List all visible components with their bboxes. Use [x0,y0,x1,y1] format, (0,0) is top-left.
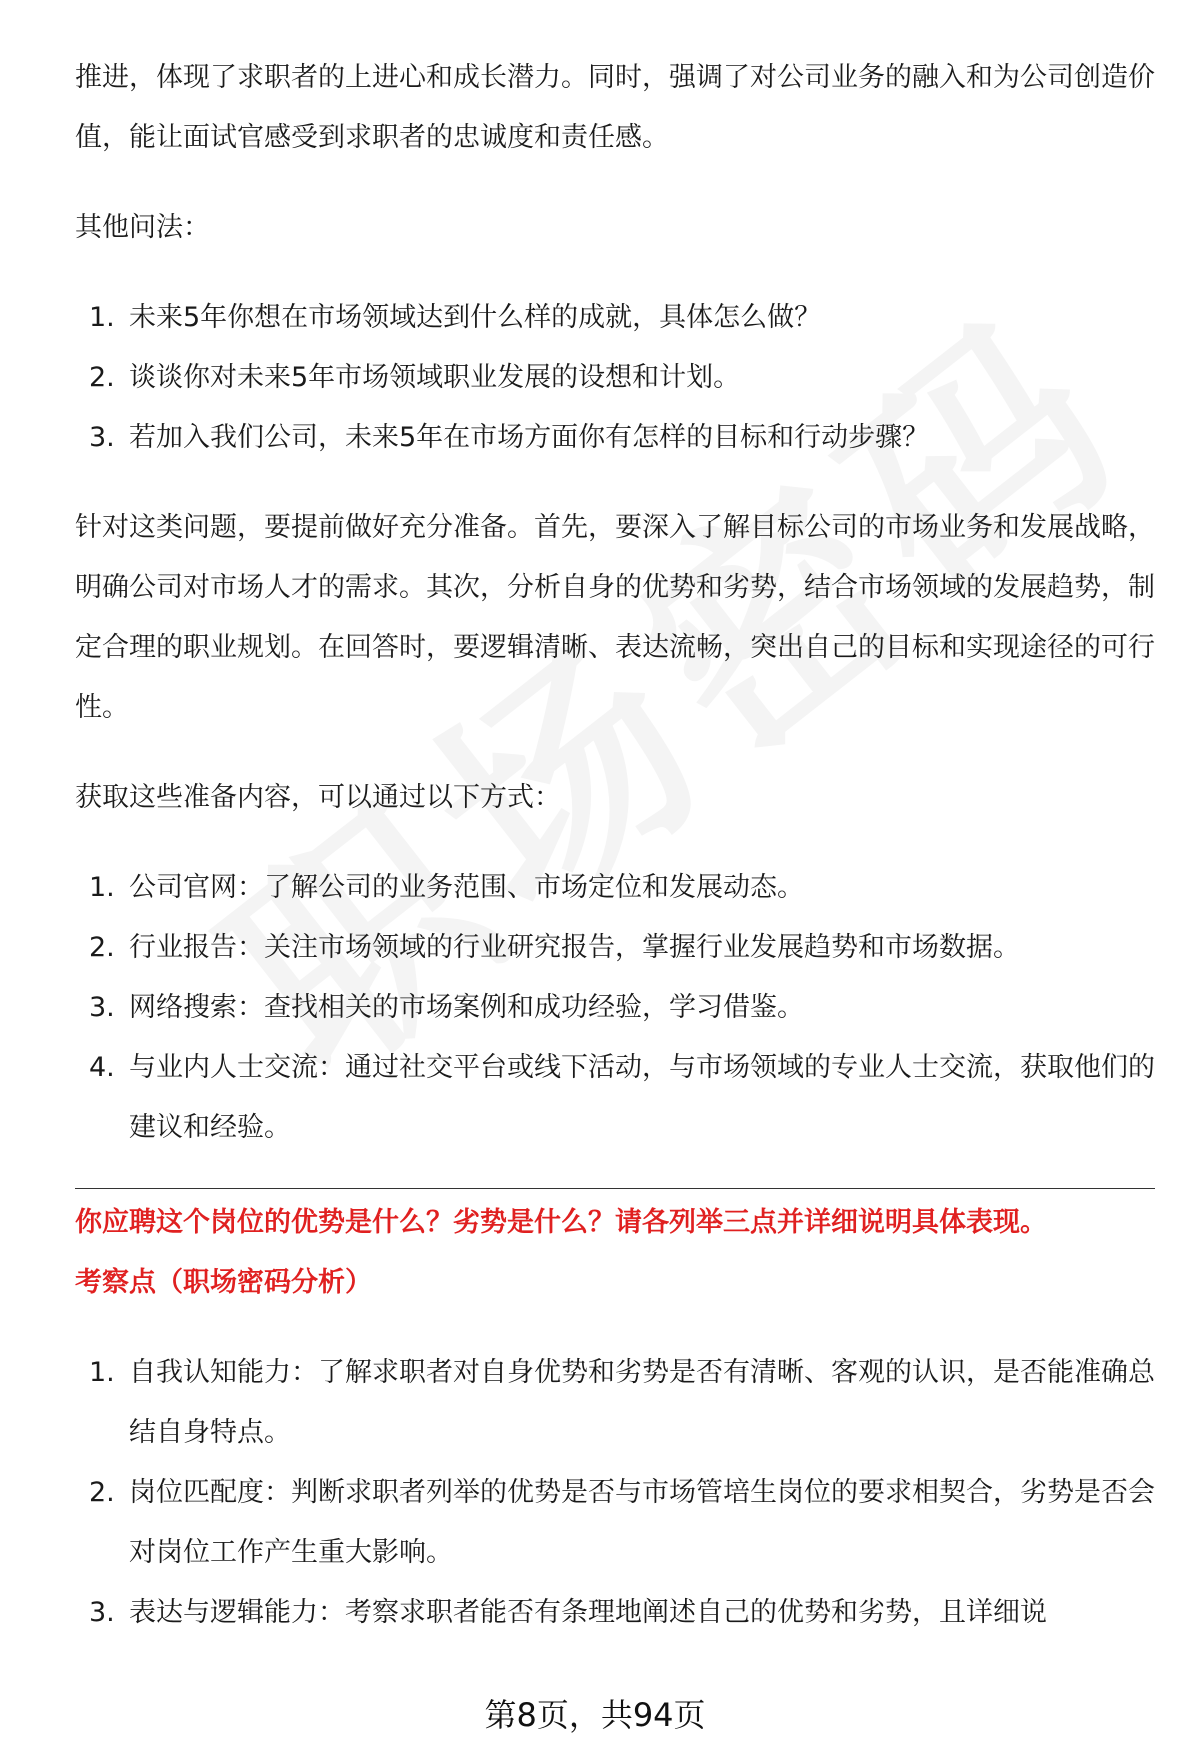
list-text: 公司官网：了解公司的业务范围、市场定位和发展动态。 [129,872,804,903]
list-text: 谈谈你对未来5年市场领域职业发展的设想和计划。 [129,362,741,393]
list-text: 网络搜索：查找相关的市场案例和成功经验，学习借鉴。 [129,992,804,1023]
list-text: 行业报告：关注市场领域的行业研究报告，掌握行业发展趋势和市场数据。 [129,932,1020,963]
list-number: 3. [89,422,115,453]
list-text: 表达与逻辑能力：考察求职者能否有条理地阐述自己的优势和劣势，且详细说 [129,1597,1047,1628]
paragraph-intro: 推进，体现了求职者的上进心和成长潜力。同时，强调了对公司业务的融入和为公司创造价值，能让面试官感受到求职者的忠诚度和责任感。 [75,62,1155,153]
exam-points-list [75,1343,1155,1643]
list-number: 2. [89,932,115,963]
list-item [75,348,1155,408]
other-questions-heading: 其他问法： [75,212,210,243]
paragraph-advice: 针对这类问题，要提前做好充分准备。首先，要深入了解目标公司的市场业务和发展战略，明确公司对市场人才的需求。其次，分析自身的优势和劣势，结合市场领域的发展趋势，制定合理的职业规划。在回答时，要逻辑清晰、表达流畅，突出自己的目标和实现途径的可行性。 [75,512,1155,723]
list-item [75,408,1155,468]
list-item [75,1583,1155,1643]
question-heading: 你应聘这个岗位的优势是什么？劣势是什么？请各列举三点并详细说明具体表现。 [75,1207,1047,1238]
section-divider [75,1188,1155,1189]
list-item [75,918,1155,978]
list-text: 未来5年你想在市场领域达到什么样的成就，具体怎么做？ [129,302,822,333]
list-number: 1. [89,302,115,333]
list-item [75,288,1155,348]
other-questions-list [75,288,1155,468]
list-item [75,1038,1155,1158]
list-number: 3. [89,992,115,1023]
list-number: 3. [89,1597,115,1628]
list-item [75,1343,1155,1463]
list-text: 自我认知能力：了解求职者对自身优势和劣势是否有清晰、客观的认识，是否能准确总结自身特点。 [129,1357,1155,1448]
prep-list [75,858,1155,1158]
list-item [75,858,1155,918]
prep-heading: 获取这些准备内容，可以通过以下方式： [75,782,561,813]
page-number-footer: 第8页，共94页 [484,1696,706,1734]
list-number: 2. [89,362,115,393]
list-number: 1. [89,872,115,903]
exam-points-heading: 考察点（职场密码分析） [75,1267,372,1298]
list-number: 4. [89,1052,115,1083]
page-content [75,48,1155,1643]
list-text: 岗位匹配度：判断求职者列举的优势是否与市场管培生岗位的要求相契合，劣势是否会对岗位工作产生重大影响。 [129,1477,1155,1568]
list-text: 与业内人士交流：通过社交平台或线下活动，与市场领域的专业人士交流，获取他们的建议和经验。 [129,1052,1155,1143]
list-item [75,978,1155,1038]
list-number: 2. [89,1477,115,1508]
list-item [75,1463,1155,1583]
list-text: 若加入我们公司，未来5年在市场方面你有怎样的目标和行动步骤？ [129,422,930,453]
list-number: 1. [89,1357,115,1388]
